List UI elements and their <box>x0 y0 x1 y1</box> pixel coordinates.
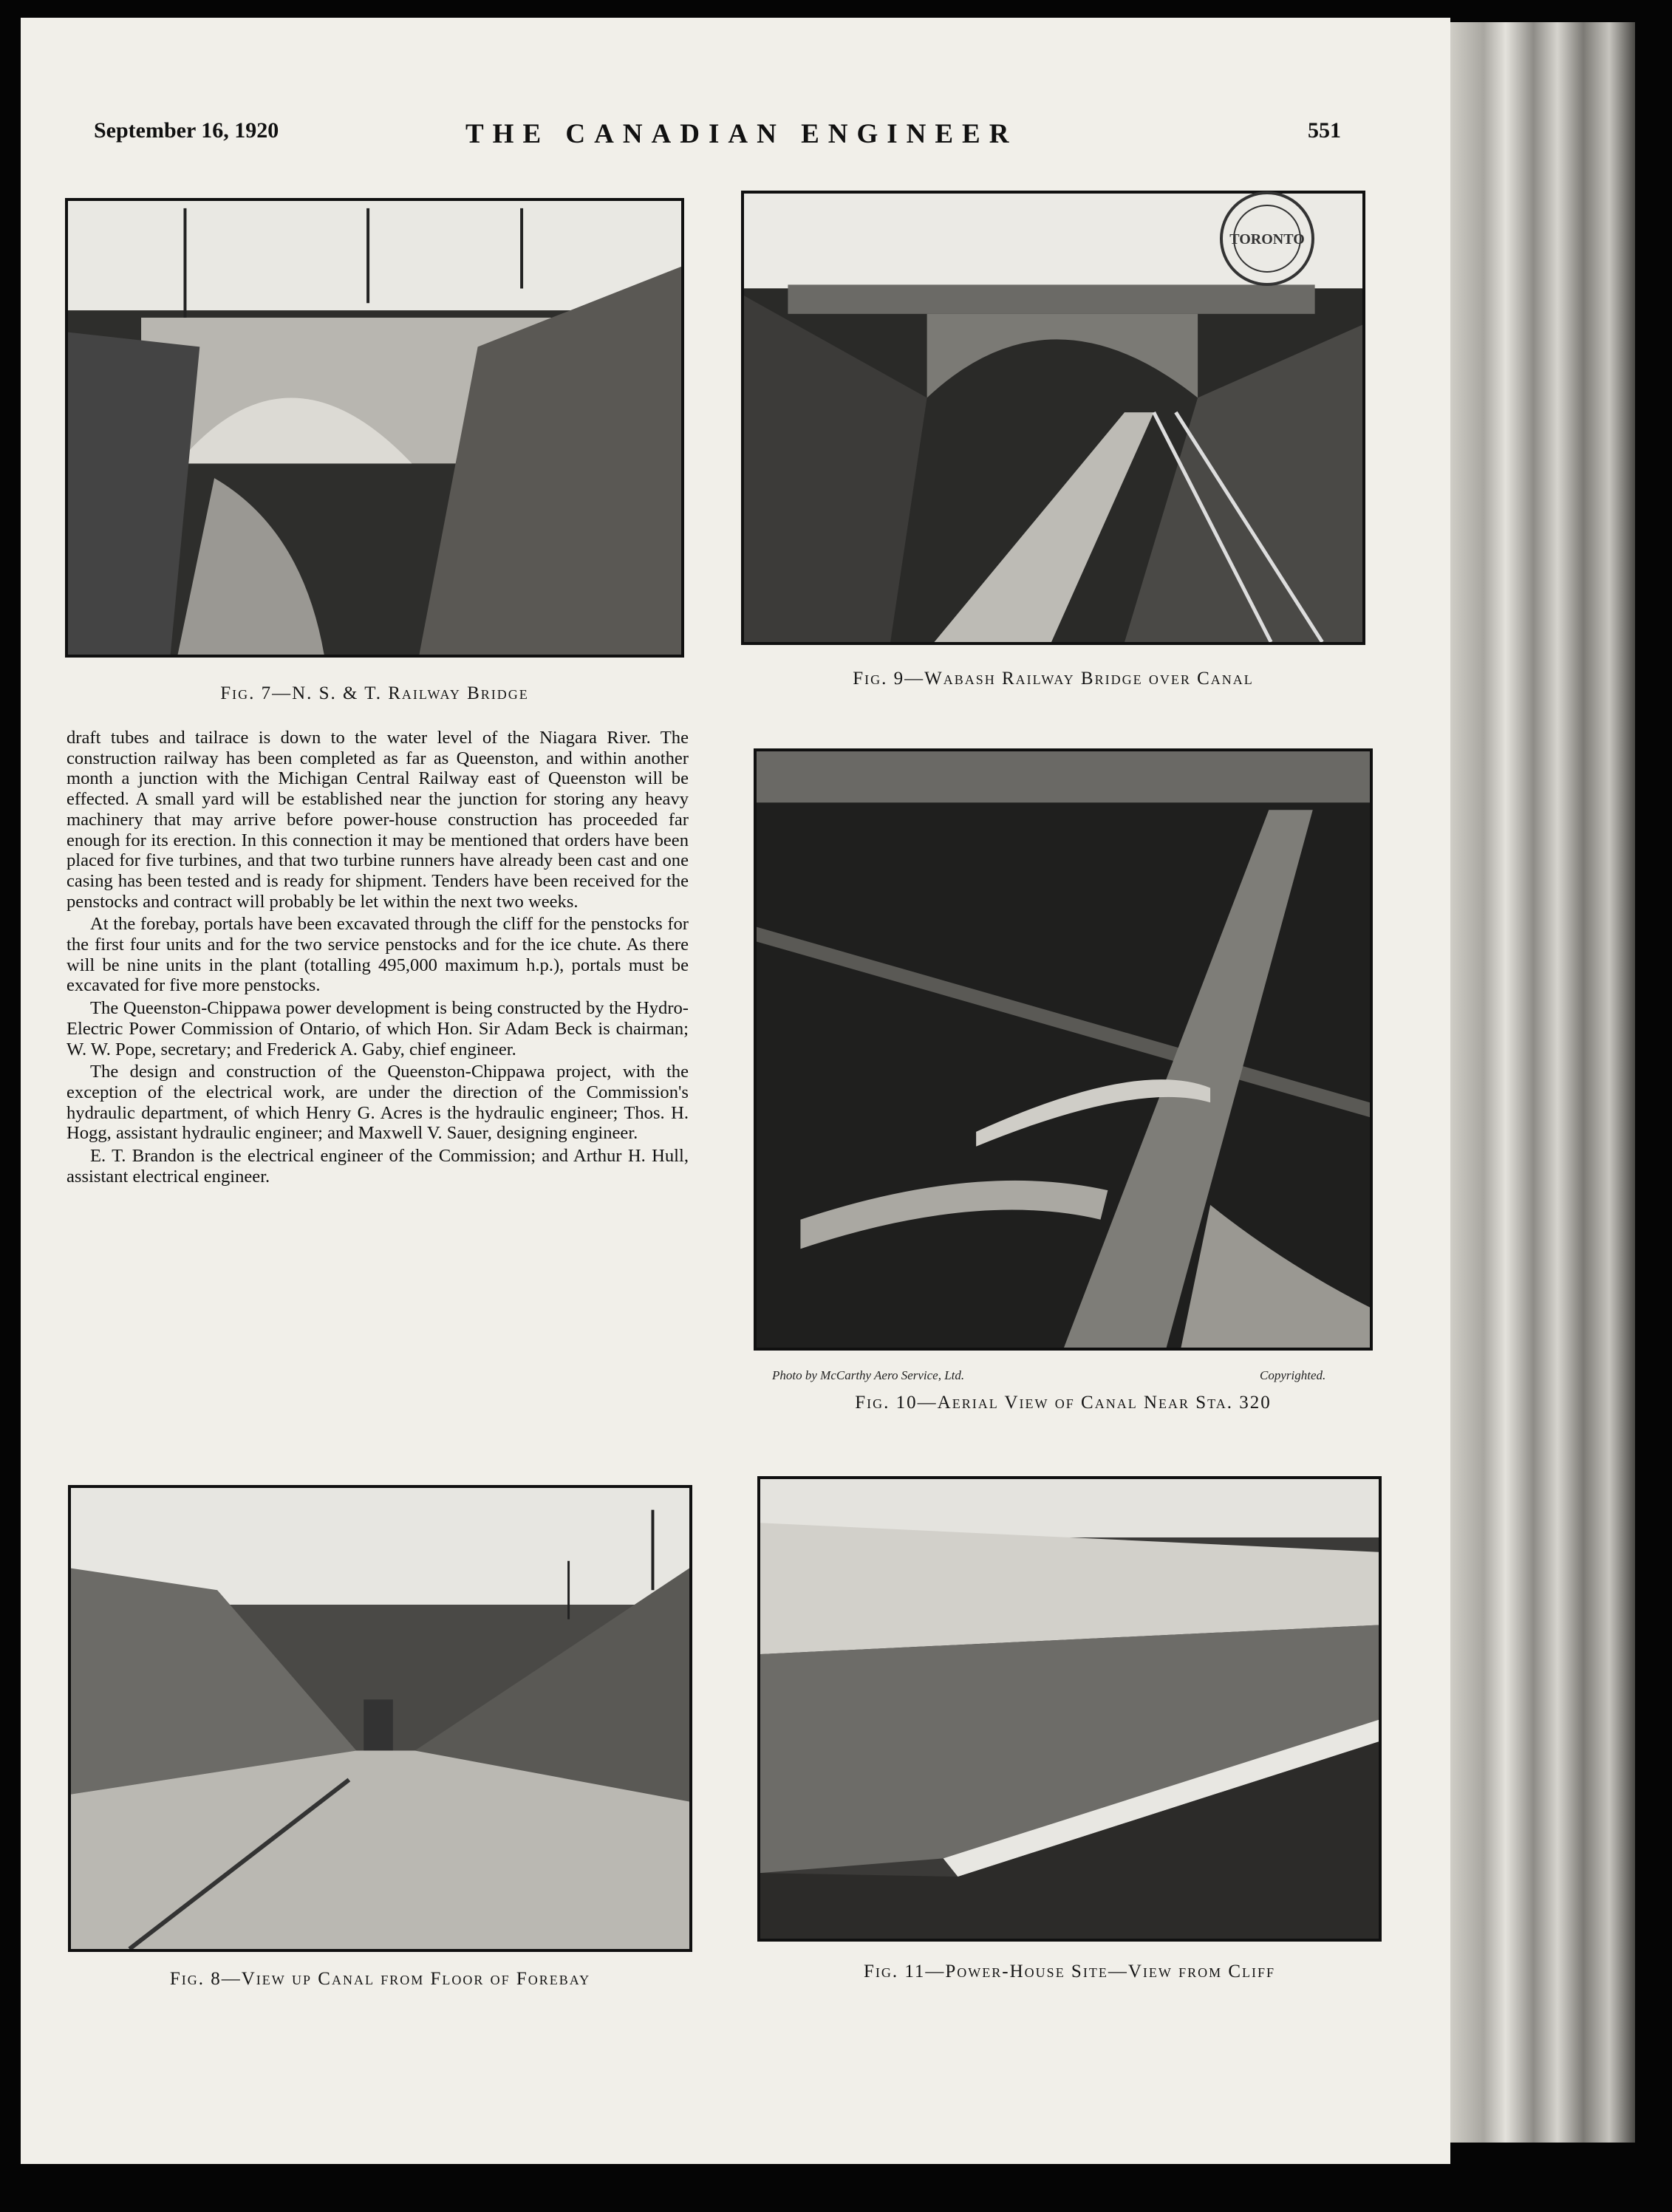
fig8-caption: Fig. 8—View up Canal from Floor of Forebay <box>169 1969 591 1989</box>
fig7-caption: Fig. 7—N. S. & T. Railway Bridge <box>220 683 529 703</box>
fig8-photo <box>68 1485 692 1952</box>
article-paragraph-2: At the forebay, portals have been excavated through the cliff for the penstocks for the first four units and for the two service penstocks and for the ice chute. As there will be nine units in the plant (totalling 495,000 maximum h.p.), portals must be excavated for five more penstocks. <box>66 914 689 996</box>
fig11-photo <box>757 1476 1382 1942</box>
fig10-photo <box>754 748 1373 1351</box>
article-paragraph-5: E. T. Brandon is the electrical engineer of the Commission; and Arthur H. Hull, assistant electrical engineer. <box>66 1146 689 1187</box>
fig10-photo-credit: Photo by McCarthy Aero Service, Ltd. <box>772 1368 965 1382</box>
postmark-stamp-icon <box>1212 183 1323 294</box>
postmark-stamp-text: TORONTO <box>1229 231 1305 248</box>
fig10-copyright: Copyrighted. <box>1260 1368 1326 1382</box>
article-body <box>66 728 689 1189</box>
fig10-caption: Fig. 10—Aerial View of Canal Near Sta. 320 <box>855 1393 1272 1413</box>
header-journal-title: THE CANADIAN ENGINEER <box>465 119 1018 149</box>
article-paragraph-3: The Queenston-Chippawa power development is being constructed by the Hydro-Electric Power Commission of Ontario, of which Hon. Sir Adam Beck is chairman; W. W. Pope, secretary; and Frederick A. Gaby, chief engineer. <box>66 998 689 1059</box>
fig7-photo <box>65 198 684 658</box>
book-page-edges <box>1450 22 1635 2143</box>
header-page-number: 551 <box>1308 118 1341 143</box>
article-paragraph-4: The design and construction of the Queenston-Chippawa project, with the exception of the electrical work, are under the direction of the Commission's hydraulic department, of which Henry G. Acres is the hydraulic engineer; Thos. H. Hogg, assistant hydraulic engineer; and Maxwell V. Sauer, designing engineer. <box>66 1062 689 1144</box>
fig11-caption: Fig. 11—Power-House Site—View from Cliff <box>863 1962 1276 1981</box>
article-paragraph-1: draft tubes and tailrace is down to the water level of the Niagara River. The construction railway has been completed as far as Queenston, and within another month a junction with the Michigan Central Railway east of Queenston will be effected. A small yard will be established near the junction for storing any heavy machinery that may arrive before power-house construction has proceeded far enough for its erection. In this connection it may be mentioned that orders have been placed for five turbines, and that two turbine runners have already been cast and one casing has been tested and is ready for shipment. Tenders have been received for the penstocks and contract will probably be let within the next two weeks. <box>66 728 689 912</box>
fig9-caption: Fig. 9—Wabash Railway Bridge over Canal <box>853 669 1254 689</box>
header-date: September 16, 1920 <box>94 118 279 143</box>
